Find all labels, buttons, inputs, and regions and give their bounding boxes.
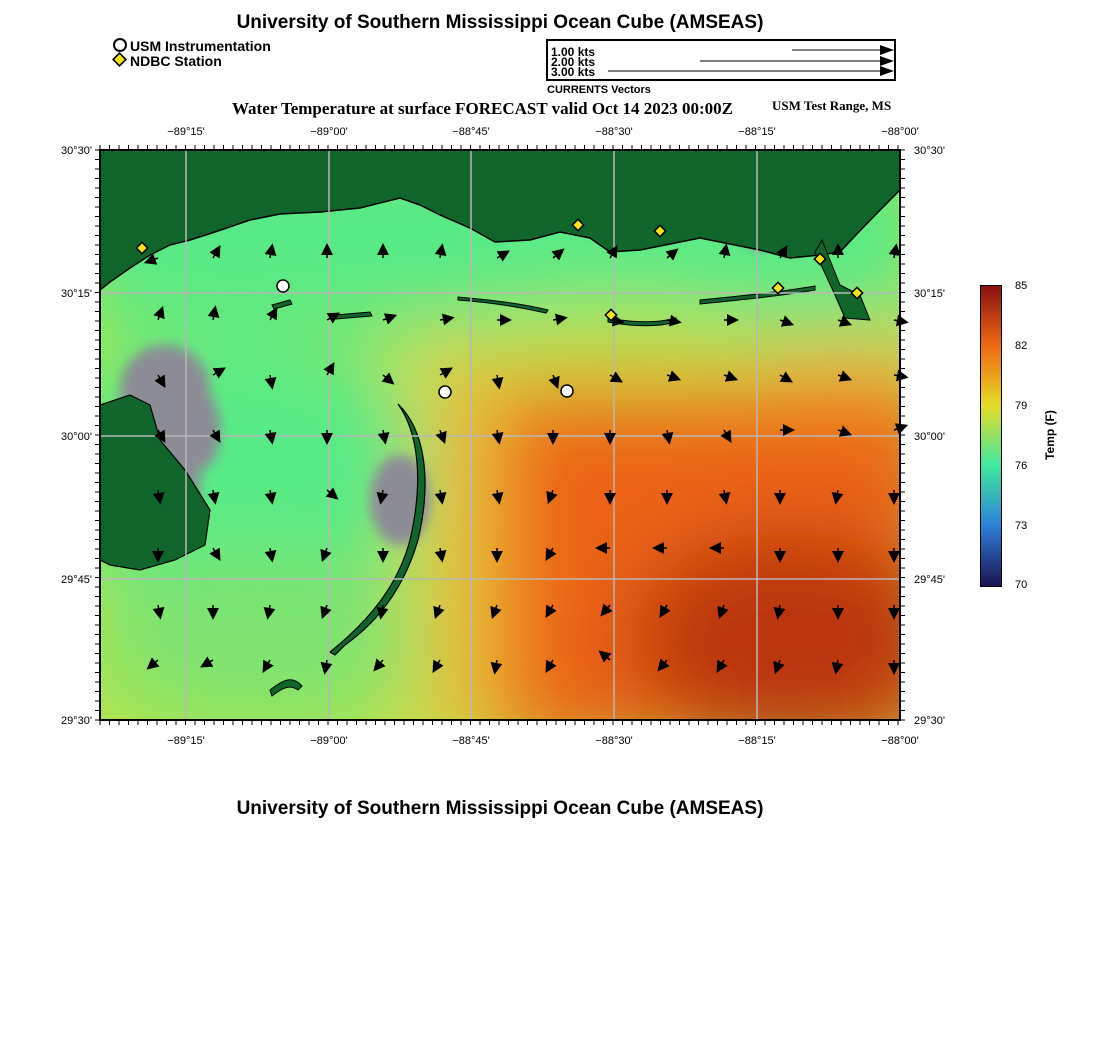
lat-tick-right: 29°45' <box>914 574 945 586</box>
colorbar-tick: 73 <box>1015 520 1028 532</box>
vector-legend-item-3: 3.00 kts <box>551 65 596 79</box>
lat-tick-right: 29°30' <box>914 715 945 727</box>
lat-tick-right: 30°15' <box>914 288 945 300</box>
lat-tick-left: 29°45' <box>61 574 92 586</box>
lat-tick-right: 30°00' <box>914 431 945 443</box>
lon-tick-top: −89°00' <box>310 126 348 138</box>
usm-marker <box>439 386 451 398</box>
page-title: University of Southern Mississippi Ocean Cube (AMSEAS) <box>236 12 764 33</box>
usm-marker <box>561 385 573 397</box>
footer-title: University of Southern Mississippi Ocean Cube (AMSEAS) <box>236 798 764 819</box>
lon-tick-bottom: −88°15' <box>738 735 776 747</box>
lat-tick-left: 30°15' <box>61 288 92 300</box>
lon-tick-top: −89°15' <box>167 126 205 138</box>
colorbar-tick: 76 <box>1015 460 1028 472</box>
map-subtitle: USM Test Range, MS <box>772 98 892 113</box>
lat-tick-right: 30°30' <box>914 145 945 157</box>
colorbar-tick: 70 <box>1015 579 1028 591</box>
lon-tick-bottom: −89°00' <box>310 735 348 747</box>
lat-tick-left: 30°30' <box>61 145 92 157</box>
lat-tick-left: 29°30' <box>61 715 92 727</box>
colorbar-gradient <box>981 286 1001 586</box>
ndbc-legend-label: NDBC Station <box>130 53 222 69</box>
lon-tick-bottom: −88°30' <box>595 735 633 747</box>
lon-tick-top: −88°45' <box>452 126 490 138</box>
lon-tick-bottom: −89°15' <box>167 735 205 747</box>
usm-legend-label: USM Instrumentation <box>130 38 271 54</box>
vector-legend-caption: CURRENTS Vectors <box>547 84 651 96</box>
lon-tick-top: −88°30' <box>595 126 633 138</box>
lon-tick-bottom: −88°45' <box>452 735 490 747</box>
lon-tick-top: −88°15' <box>738 126 776 138</box>
colorbar-tick: 85 <box>1015 280 1028 292</box>
usm-marker <box>277 280 289 292</box>
vector-legend-item-1: 1.00 kts <box>551 45 596 59</box>
lat-tick-left: 30°00' <box>61 431 92 443</box>
lon-tick-bottom: −88°00' <box>881 735 919 747</box>
vector-legend-item-2: 2.00 kts <box>551 55 596 69</box>
lon-tick-top: −88°00' <box>881 126 919 138</box>
colorbar <box>980 285 1002 587</box>
map-title: Water Temperature at surface FORECAST valid Oct 14 2023 00:00Z <box>232 99 734 118</box>
colorbar-tick: 82 <box>1015 340 1028 352</box>
colorbar-tick: 79 <box>1015 400 1028 412</box>
map-field <box>40 140 950 750</box>
colorbar-label: Temp (F) <box>1043 410 1057 460</box>
